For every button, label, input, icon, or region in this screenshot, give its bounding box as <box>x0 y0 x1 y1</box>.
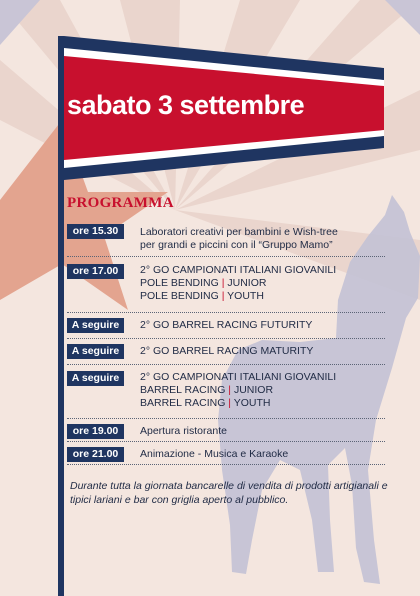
event-description <box>140 264 336 303</box>
banner-title: sabato 3 settembre <box>67 90 305 120</box>
event-line: Animazione - Musica e Karaoke <box>140 448 289 460</box>
event-line: 2° GO BARREL RACING MATURITY <box>140 345 314 357</box>
event-line: POLE BENDING | YOUTH <box>140 290 264 302</box>
time-badge: ore 17.00 <box>67 264 124 279</box>
schedule-row <box>67 365 385 419</box>
event-description <box>140 448 288 461</box>
footnote: Durante tutta la giornata bancarelle di vendita di prodotti artigianali e tipici lariani e bar con griglia aperto al pubblico. <box>70 480 388 506</box>
event-line: 2° GO CAMPIONATI ITALIANI GIOVANILI <box>140 371 337 383</box>
time-badge: A seguire <box>67 318 124 333</box>
event-line: 2° GO BARREL RACING FUTURITY <box>140 319 313 331</box>
schedule-row <box>67 419 385 442</box>
time-badge: ore 21.00 <box>67 447 124 462</box>
event-line: 2° GO CAMPIONATI ITALIANI GIOVANILI <box>140 264 337 276</box>
event-description <box>140 371 336 410</box>
schedule-row <box>67 257 385 313</box>
schedule-row <box>67 339 385 365</box>
schedule-row <box>67 313 385 339</box>
schedule-row <box>67 442 385 465</box>
event-line: BARREL RACING | YOUTH <box>140 397 271 409</box>
schedule-list <box>67 222 385 465</box>
event-description <box>140 425 227 438</box>
programma-title: PROGRAMMA <box>67 195 174 211</box>
event-line: Laboratori creativi per bambini e Wish-tree <box>140 226 338 238</box>
event-description <box>140 345 313 358</box>
time-badge: ore 19.00 <box>67 424 124 439</box>
event-line: Apertura ristorante <box>140 425 227 437</box>
time-badge: A seguire <box>67 371 124 386</box>
event-line: BARREL RACING | JUNIOR <box>140 384 274 396</box>
time-badge: ore 15.30 <box>67 224 124 239</box>
schedule-row <box>67 222 385 257</box>
event-description <box>140 319 312 332</box>
event-line: POLE BENDING | JUNIOR <box>140 277 267 289</box>
event-description <box>140 226 338 252</box>
event-line: per grandi e piccini con il “Gruppo Mamo” <box>140 239 333 251</box>
time-badge: A seguire <box>67 344 124 359</box>
